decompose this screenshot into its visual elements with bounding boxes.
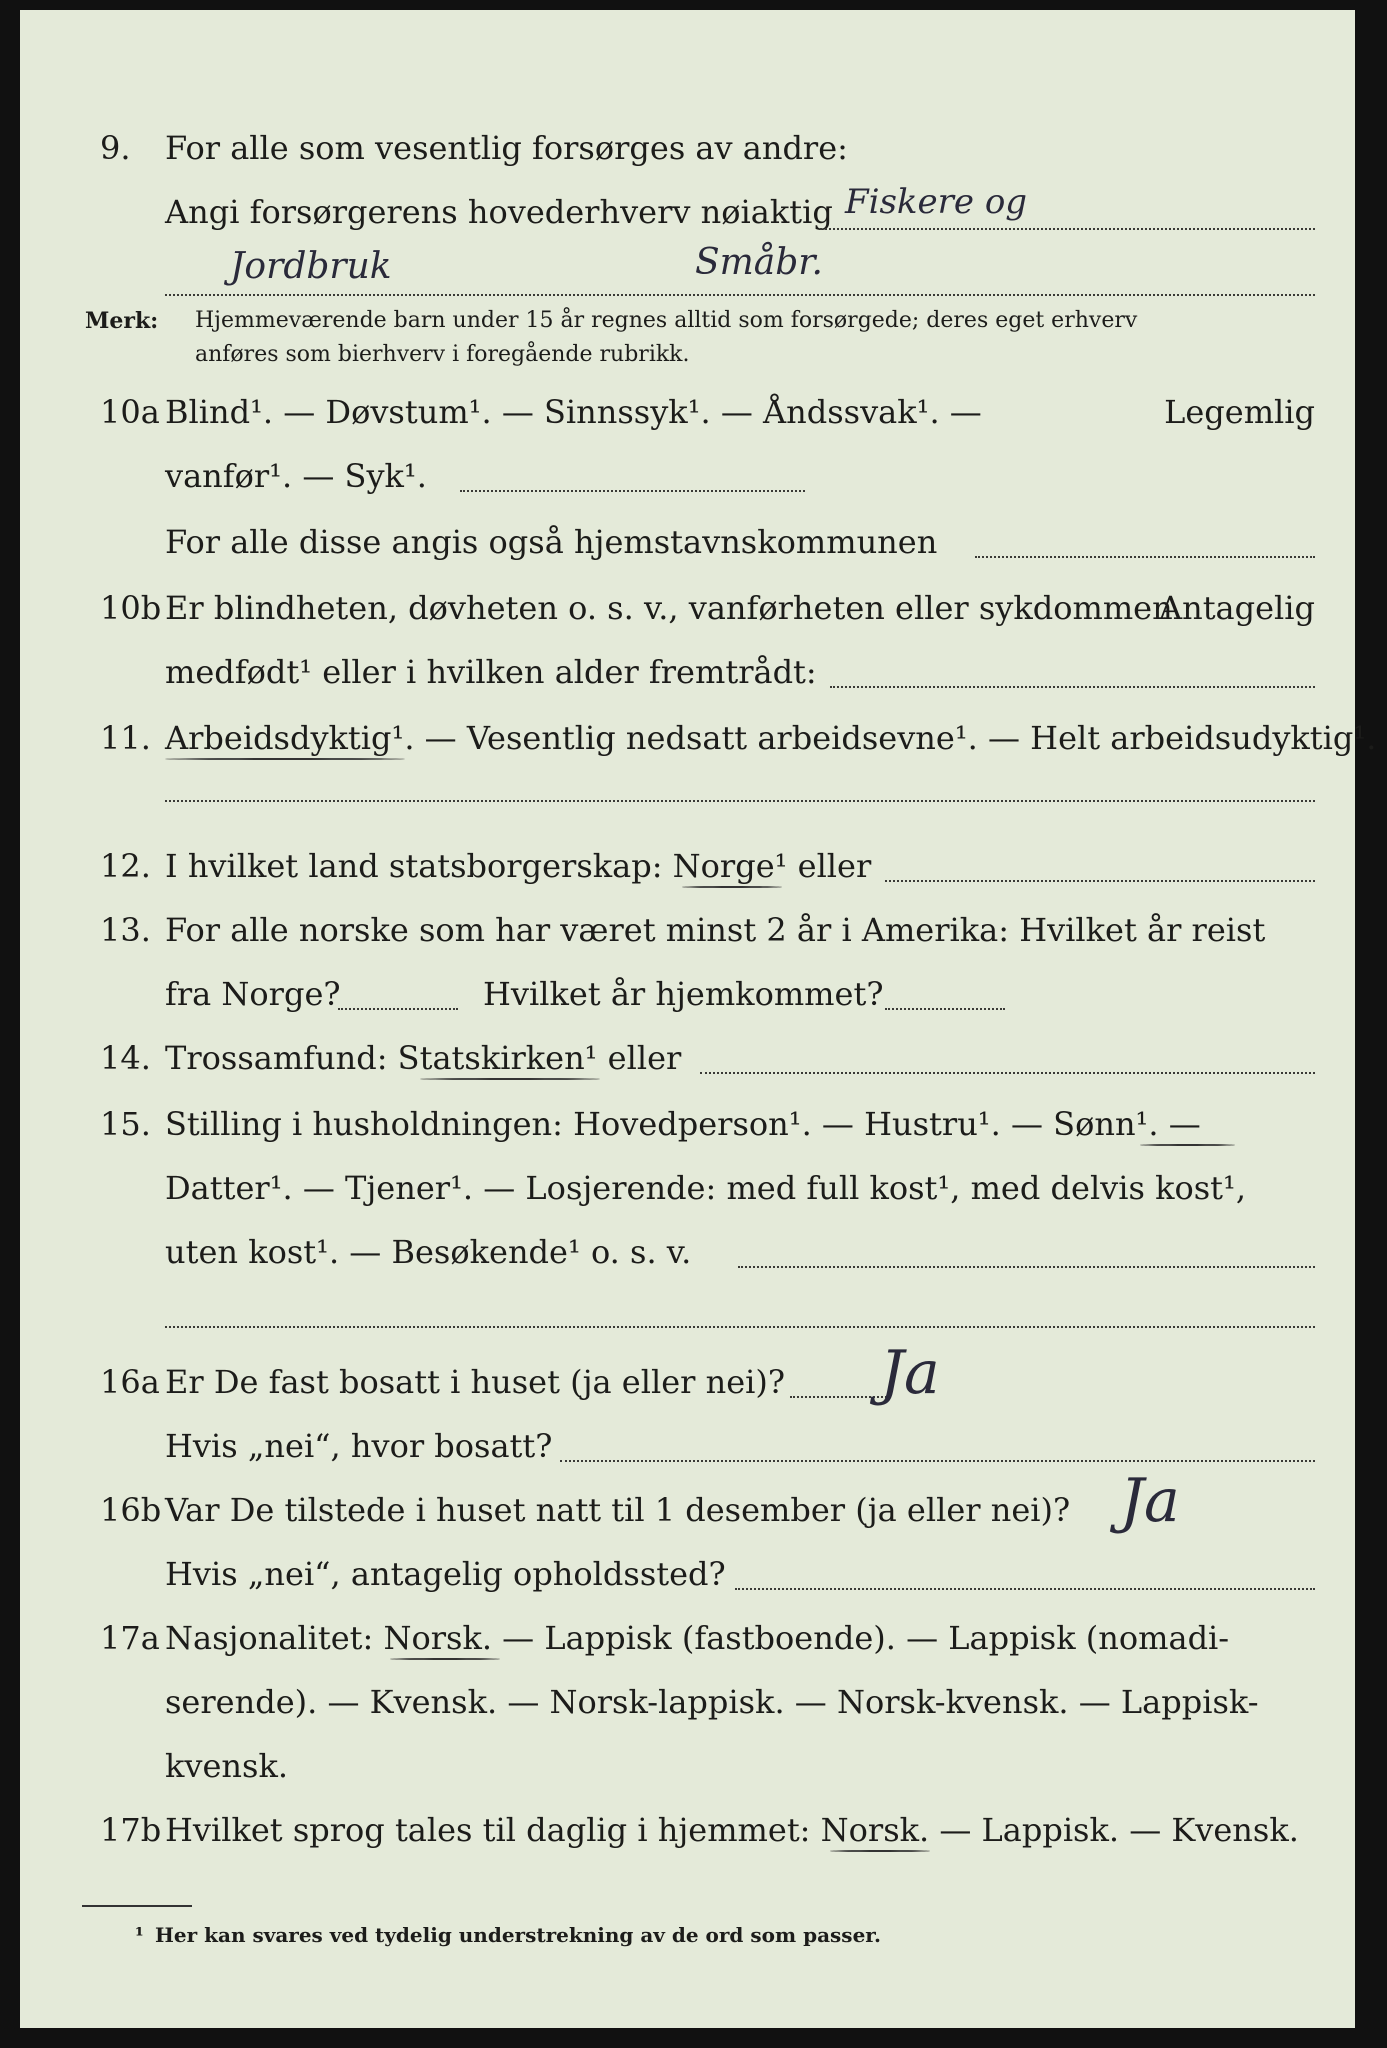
q10a-text-1: Blind¹. — Døvstum¹. — Sinnssyk¹. — Åndssvak¹. — — [165, 393, 982, 431]
q16a-answer-line-2 — [560, 1460, 1315, 1462]
q10a-answer-line-1 — [460, 490, 805, 492]
q10b-answer-line — [830, 686, 1315, 688]
q11-answer-line — [165, 800, 1315, 802]
q16a-text-1: Er De fast bosatt i huset (ja eller nei)? — [165, 1363, 786, 1401]
q16b-text-2: Hvis „nei“, antagelig opholdssted? — [165, 1555, 726, 1593]
q9-occupation-label: Angi forsørgerens hovederhverv nøiaktig — [165, 193, 833, 231]
census-form-page — [20, 10, 1377, 2028]
q16b-answer-line — [735, 1588, 1315, 1590]
merk-label: Merk: — [85, 308, 159, 334]
q9-handwritten-answer-1: Fiskere og — [845, 182, 1028, 222]
q14-underline-mark — [420, 1078, 600, 1080]
q10b-number: 10b — [100, 589, 162, 627]
q12-answer-line — [885, 880, 1315, 882]
q13-answer-line-1 — [338, 1008, 458, 1010]
q11-text: Arbeidsdyktig¹. — Vesentlig nedsatt arbeidsevne¹. — Helt arbeidsudyktig¹. — [165, 719, 1377, 757]
merk-text-1: Hjemmeværende barn under 15 år regnes alltid som forsørgede; deres eget erhverv — [195, 308, 1138, 333]
q9-number: 9. — [100, 129, 131, 167]
q16b-handwritten-answer: Ja — [1120, 1466, 1180, 1536]
q17a-text-3: kvensk. — [165, 1747, 288, 1785]
q17a-text-2: serende). — Kvensk. — Norsk-lappisk. — Norsk-kvensk. — Lappisk- — [165, 1683, 1259, 1721]
footnote-text: Her kan svares ved tydelig understrekning av de ord som passer. — [155, 1923, 881, 1947]
q15-text-1: Stilling i husholdningen: Hovedperson¹. — Hustru¹. — Sønn¹. — — [165, 1105, 1201, 1143]
q17a-text-1: Nasjonalitet: Norsk. — Lappisk (fastboende). — Lappisk (nomadi- — [165, 1619, 1230, 1657]
q9-handwritten-answer-2: Jordbruk — [230, 246, 392, 287]
q16a-text-2: Hvis „nei“, hvor bosatt? — [165, 1427, 553, 1465]
q9-handwritten-answer-3: Småbr. — [695, 242, 824, 283]
q11-underline-mark — [165, 758, 405, 760]
merk-text-2: anføres som bierhverv i foregående rubrikk. — [195, 342, 690, 367]
q10b-text-1: Er blindheten, døvheten o. s. v., vanførheten eller sykdommen — [165, 589, 1173, 627]
q16a-number: 16a — [100, 1363, 160, 1401]
q15-text-2: Datter¹. — Tjener¹. — Losjerende: med full kost¹, med delvis kost¹, — [165, 1169, 1247, 1207]
q12-underline-mark — [682, 886, 782, 888]
q16b-text-1: Var De tilstede i huset natt til 1 desember (ja eller nei)? — [165, 1491, 1071, 1529]
q16b-number: 16b — [100, 1491, 162, 1529]
q9-answer-line-1 — [820, 228, 1315, 230]
footnote-rule — [82, 1905, 192, 1907]
q10a-answer-line-2 — [975, 556, 1315, 558]
q10b-text-2: medfødt¹ eller i hvilken alder fremtrådt: — [165, 653, 817, 691]
q15-answer-line-2 — [165, 1326, 1315, 1328]
q15-answer-line-1 — [738, 1266, 1315, 1268]
q9-answer-line-2 — [165, 294, 1315, 296]
q17b-text: Hvilket sprog tales til daglig i hjemmet: Norsk. — Lappisk. — Kvensk. — [165, 1811, 1299, 1849]
q14-number: 14. — [100, 1039, 151, 1077]
q15-text-3: uten kost¹. — Besøkende¹ o. s. v. — [165, 1233, 692, 1271]
q13-answer-line-2 — [885, 1008, 1005, 1010]
footnote-mark: ¹ — [135, 1923, 144, 1947]
q13-text-2b: Hvilket år hjemkommet? — [483, 975, 884, 1013]
q13-text-2a: fra Norge? — [165, 975, 341, 1013]
q13-number: 13. — [100, 911, 151, 949]
q13-text-1: For alle norske som har været minst 2 år i Amerika: Hvilket år reist — [165, 911, 1266, 949]
q12-number: 12. — [100, 847, 151, 885]
q15-underline-mark — [1140, 1144, 1235, 1146]
q10b-text-1b: Antagelig — [1158, 589, 1315, 627]
q15-number: 15. — [100, 1105, 151, 1143]
q10a-number: 10a — [100, 393, 160, 431]
q16a-answer-line-1 — [790, 1396, 890, 1398]
q17b-number: 17b — [100, 1811, 162, 1849]
q14-answer-line — [700, 1072, 1315, 1074]
q12-text: I hvilket land statsborgerskap: Norge¹ eller — [165, 847, 872, 885]
q17b-underline-mark — [830, 1850, 930, 1852]
q10a-text-1b: Legemlig — [1164, 393, 1315, 431]
q10a-text-3: For alle disse angis også hjemstavnskommunen — [165, 523, 938, 561]
q10a-text-2: vanfør¹. — Syk¹. — [165, 457, 427, 495]
q14-text: Trossamfund: Statskirken¹ eller — [165, 1039, 682, 1077]
q17a-underline-mark — [390, 1658, 500, 1660]
q9-question: For alle som vesentlig forsørges av andre: — [165, 129, 848, 167]
q17a-number: 17a — [100, 1619, 160, 1657]
q16a-handwritten-answer: Ja — [880, 1338, 940, 1408]
q11-number: 11. — [100, 719, 151, 757]
